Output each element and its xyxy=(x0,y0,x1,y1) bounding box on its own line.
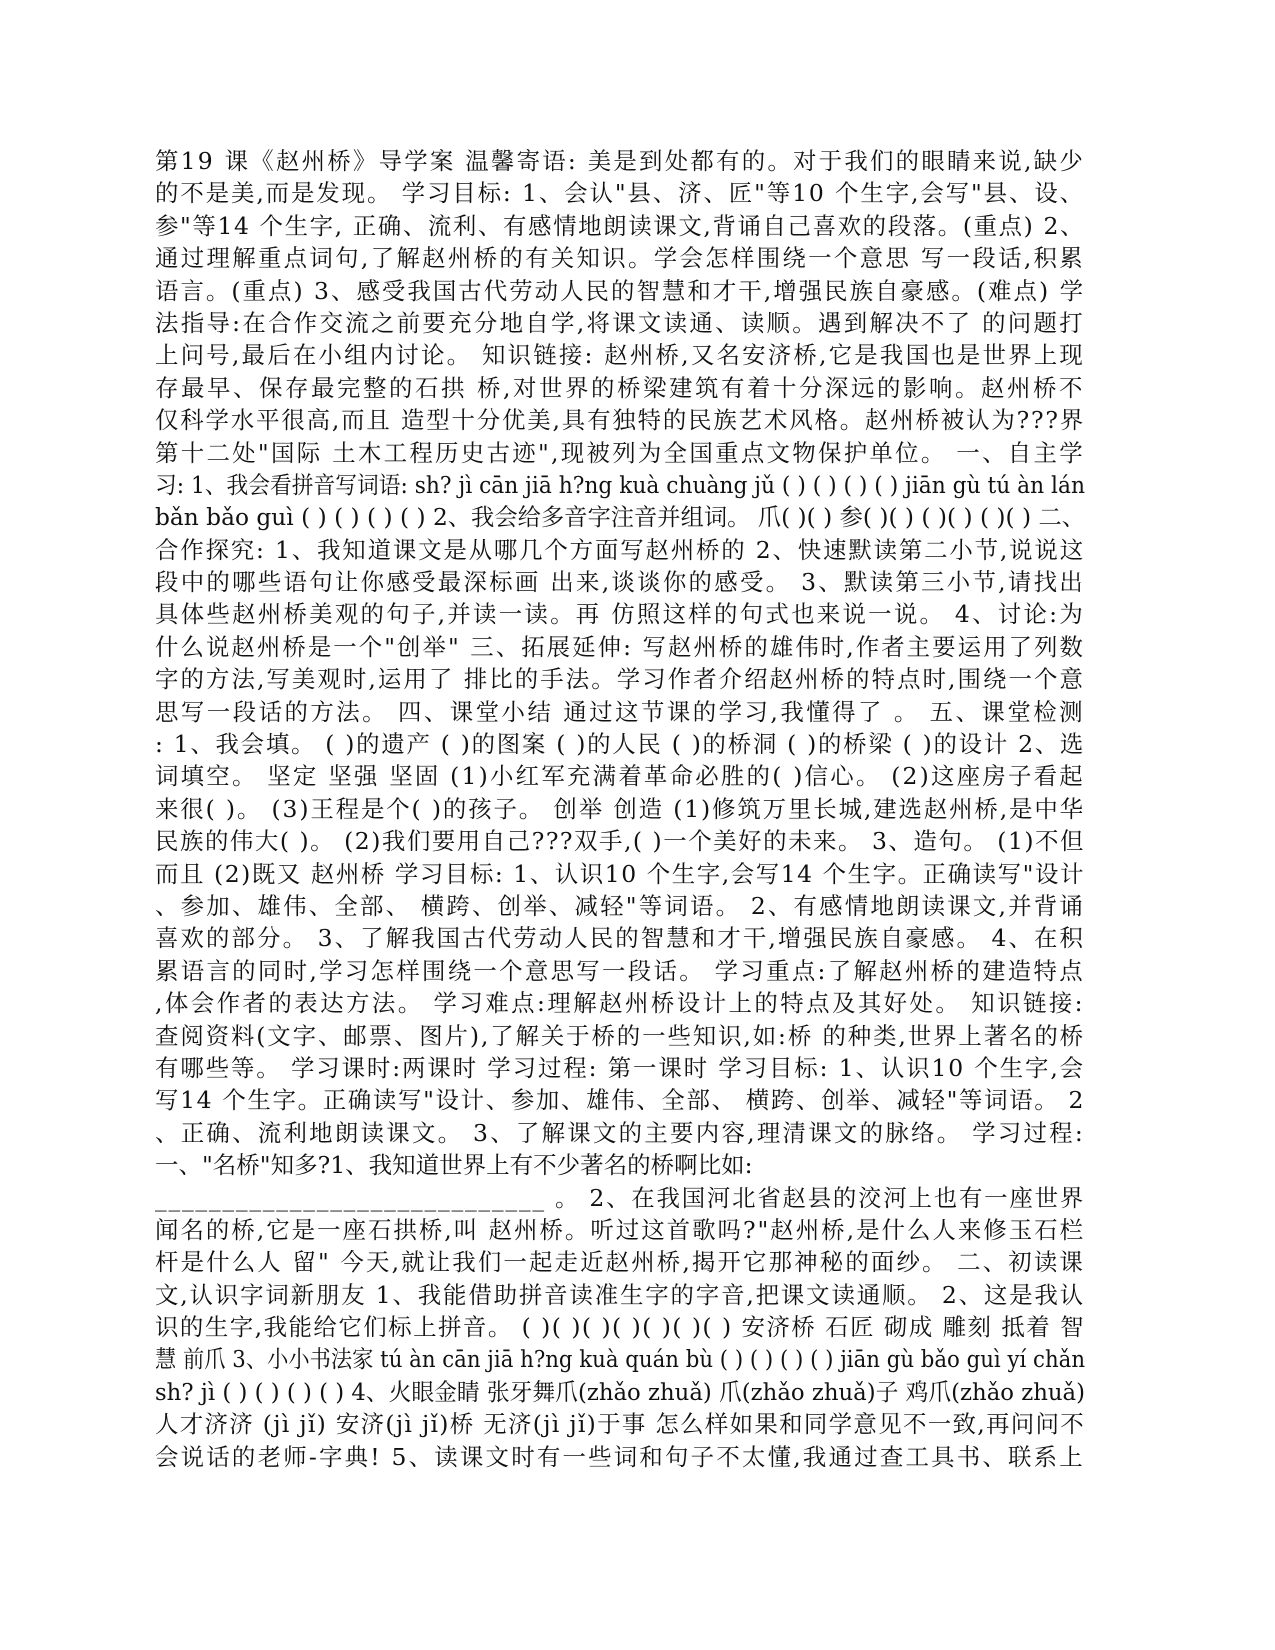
text-line: 合作探究: 1、我知道课文是从哪几个方面写赵州桥的 2、快速默读第二小节,说说这 xyxy=(155,535,1085,564)
text-line: 文,认识字词新朋友 1、我能借助拼音读准生字的字音,把课文读通顺。 2、这是我认 xyxy=(155,1280,1085,1309)
text-line: : 1、我会填。 ( )的遗产 ( )的图案 ( )的人民 ( )的桥洞 ( )的桥梁 ( )的设计 2、选 xyxy=(155,730,1085,759)
text-line: 上问号,最后在小组内讨论。 知识链接: 赵州桥,又名安济桥,它是我国也是世界上现 xyxy=(155,341,1085,370)
text-line: 参"等14 个生字, 正确、流利、有感情地朗读课文,背诵自己喜欢的段落。(重点) 2、 xyxy=(155,211,1085,240)
text-line: 、参加、雄伟、全部、 横跨、创举、减轻"等词语。 2、有感情地朗读课文,并背诵 xyxy=(155,891,1085,920)
text-line: 段中的哪些语句让你感受最深标画 出来,谈谈你的感受。 3、默读第三小节,请找出 xyxy=(155,568,1085,597)
text-line: 一、"名桥"知多?1、我知道世界上有不少著名的桥啊比如: xyxy=(155,1151,753,1180)
body-text xyxy=(155,145,1085,1473)
text-line: 字的方法,写美观时,运用了 排比的手法。学习作者介绍赵州桥的特点时,围绕一个意 xyxy=(155,665,1085,694)
text-line: 思写一段话的方法。 四、课堂小结 通过这节课的学习,我懂得了 。 五、课堂检测 xyxy=(155,697,1085,726)
text-line: 慧 前爪 3、小小书法家 tú àn cān jiā h?ng kuà quán bù ( ) ( ) ( ) ( ) jiān gù bǎo guì yí chǎn xyxy=(155,1345,1085,1374)
text-line: sh? jì ( ) ( ) ( ) ( ) 4、火眼金睛 张牙舞爪(zhǎo zhuǎ) 爪(zhǎo zhuǎ)子 鸡爪(zhǎo zhuǎ) xyxy=(155,1377,1085,1406)
text-line: 杆是什么人 留" 今天,就让我们一起走近赵州桥,揭开它那神秘的面纱。 二、初读课 xyxy=(155,1248,1085,1277)
text-line: 语言。(重点) 3、感受我国古代劳动人民的智慧和才干,增强民族自豪感。(难点) 学 xyxy=(155,276,1085,305)
text-line: 写14 个生字。正确读写"设计、参加、雄伟、全部、 横跨、创举、减轻"等词语。 2 xyxy=(155,1086,1085,1115)
text-line: 有哪些等。 学习课时:两课时 学习过程: 第一课时 学习目标: 1、认识10 个生字,会 xyxy=(155,1053,1085,1082)
text-line: 第十二处"国际 土木工程历史古迹",现被列为全国重点文物保护单位。 一、自主学 xyxy=(155,438,1085,467)
text-line: 累语言的同时,学习怎样围绕一个意思写一段话。 学习重点:了解赵州桥的建造特点 xyxy=(155,956,1085,985)
text-line: 查阅资料(文字、邮票、图片),了解关于桥的一些知识,如:桥 的种类,世界上著名的桥 xyxy=(155,1021,1085,1050)
text-line: 通过理解重点词句,了解赵州桥的有关知识。学会怎样围绕一个意思 写一段话,积累 xyxy=(155,244,1085,273)
text-line: 喜欢的部分。 3、了解我国古代劳动人民的智慧和才干,增强民族自豪感。 4、在积 xyxy=(155,924,1085,953)
text-line: 词填空。 坚定 坚强 坚固 (1)小红军充满着革命必胜的( )信心。 (2)这座房子看起 xyxy=(155,762,1085,791)
text-line: 闻名的桥,它是一座石拱桥,叫 赵州桥。听过这首歌吗?"赵州桥,是什么人来修玉石栏 xyxy=(155,1215,1085,1244)
text-line: 、正确、流利地朗读课文。 3、了解课文的主要内容,理清课文的脉络。 学习过程: xyxy=(155,1118,1085,1147)
text-line: 识的生字,我能给它们标上拼音。 ( )( )( )( )( )( )( ) 安济桥 石匠 砌成 雕刻 抵着 智 xyxy=(155,1313,1085,1342)
text-line: 来很( )。 (3)王程是个( )的孩子。 创举 创造 (1)修筑万里长城,建选赵州桥,是中华 xyxy=(155,794,1085,823)
text-line: 什么说赵州桥是一个"创举" 三、拓展延伸: 写赵州桥的雄伟时,作者主要运用了列数 xyxy=(155,632,1085,661)
text-line: 第19 课《赵州桥》导学案 温馨寄语: 美是到处都有的。对于我们的眼睛来说,缺少 xyxy=(155,147,1085,175)
text-line: 习: 1、我会看拼音写词语: sh? jì cān jiā h?ng kuà chuàng jǔ ( ) ( ) ( ) ( ) jiān gù tú àn lán xyxy=(155,470,1085,499)
text-line: ,体会作者的表达方法。 学习难点:理解赵州桥设计上的特点及其好处。 知识链接: xyxy=(155,989,1085,1018)
text-line: 而且 (2)既又 赵州桥 学习目标: 1、认识10 个生字,会写14 个生字。正确读写"设计 xyxy=(155,859,1085,888)
text-line: 法指导:在合作交流之前要充分地自学,将课文读通、读顺。遇到解决不了 的问题打 xyxy=(155,308,1085,337)
text-line: 会说话的老师-字典! 5、读课文时有一些词和句子不太懂,我通过查工具书、联系上 xyxy=(155,1442,1085,1471)
text-line: 民族的伟大( )。 (2)我们要用自己???双手,( )一个美好的未来。 3、造句。 (1)不但 xyxy=(155,827,1085,856)
text-line: 的不是美,而是发现。 学习目标: 1、会认"县、济、匠"等10 个生字,会写"县、设、 xyxy=(155,179,1085,208)
text-line: 具体些赵州桥美观的句子,并读一读。再 仿照这样的句式也来说一说。 4、讨论:为 xyxy=(155,600,1085,629)
text-line: bǎn bǎo guì ( ) ( ) ( ) ( ) 2、我会给多音字注音并组词。 爪( )( ) 参( )( ) ( )( ) ( )( ) 二、 xyxy=(155,503,1085,532)
text-line: 存最早、保存最完整的石拱 桥,对世界的桥梁建筑有着十分深远的影响。赵州桥不 xyxy=(155,373,1085,402)
text-line: _____________________________ 。 2、在我国河北省赵县的洨河上也有一座世界 xyxy=(155,1183,1085,1212)
text-line: 仅科学水平很高,而且 造型十分优美,具有独特的民族艺术风格。赵州桥被认为???界 xyxy=(155,406,1085,435)
text-line: 人才济济 (jì jǐ) 安济(jì jǐ)桥 无济(jì jǐ)于事 怎么样如果和同学意见不一致,再问问不 xyxy=(155,1410,1085,1439)
